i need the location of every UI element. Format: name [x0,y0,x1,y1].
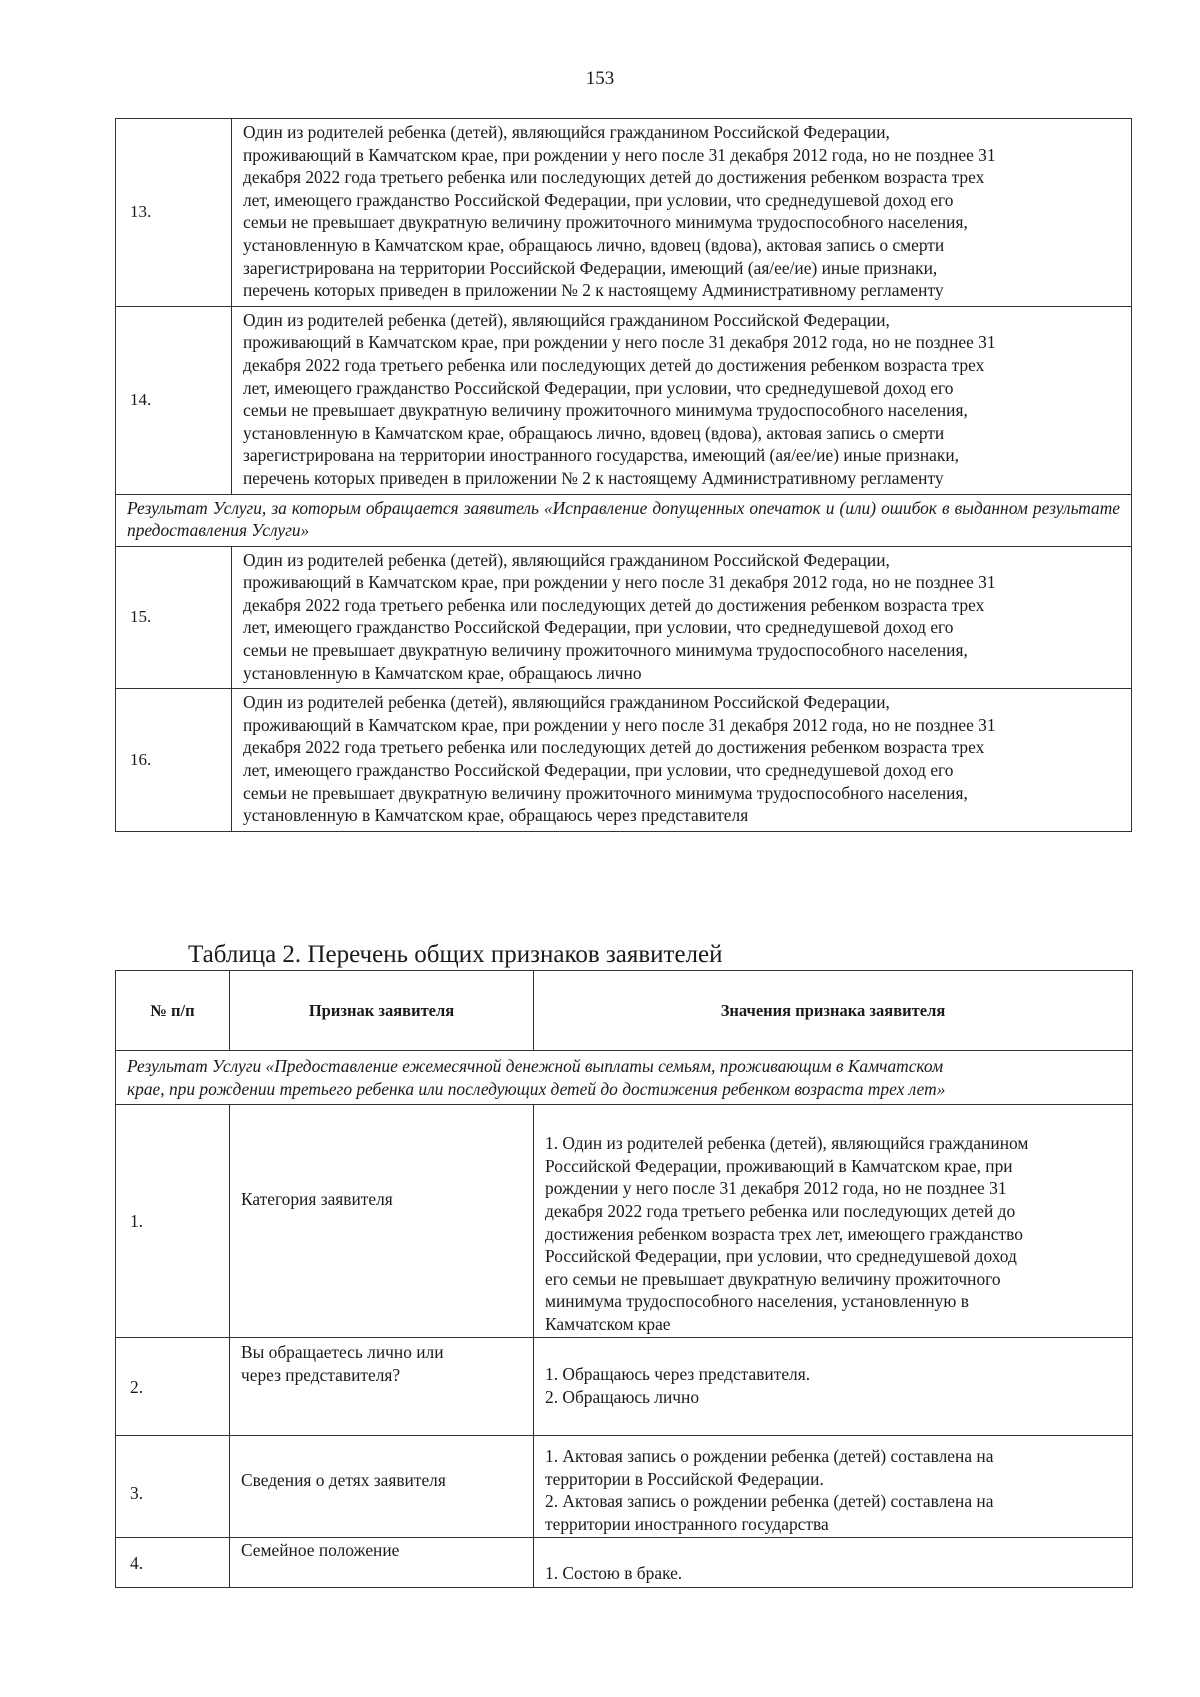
text-line: Российской Федерации, проживающий в Камчатском крае, при [545,1155,1013,1176]
text-line: Один из родителей ребенка (детей), являющийся гражданином Российской Федерации, [243,692,890,713]
text-line: декабря 2022 года третьего ребенка или последующих детей до достижения ребенком возраста трех [243,737,985,758]
row-description [232,119,1132,307]
text-line: лет, имеющего гражданство Российской Федерации, при условии, что среднедушевой доход его [243,760,954,781]
text-line: Один из родителей ребенка (детей), являющийся гражданином Российской Федерации, [243,549,890,570]
text-line: семьи не превышает двукратную величину прожиточного минимума трудоспособного населения, [243,400,968,421]
text-line: Российской Федерации, при условии, что среднедушевой доход [545,1246,1017,1267]
values-cell [534,1436,1133,1538]
text-line: Вы обращаетесь лично или [241,1342,444,1363]
text-line: установленную в Камчатском крае, обращаюсь через представителя [243,805,749,826]
row-description [232,546,1132,689]
text-line: установленную в Камчатском крае, обращаюсь лично, вдовец (вдова), актовая запись о смерти [243,234,945,255]
text-line: 2. Обращаюсь лично [545,1386,700,1407]
values-cell [534,1105,1133,1338]
text-line: декабря 2022 года третьего ребенка или последующих детей до [545,1200,1016,1221]
row-number: 13. [116,119,232,307]
text-line: Результат Услуги «Предоставление ежемесячной денежной выплаты семьям, проживающим в Камчатском [127,1056,944,1076]
text-line: декабря 2022 года третьего ребенка или последующих детей до достижения ребенком возраста трех [243,594,985,615]
table-row [116,1338,1133,1436]
page-number: 153 [585,68,615,89]
row-number: 3. [116,1436,230,1538]
text-line: Один из родителей ребенка (детей), являющийся гражданином Российской Федерации, [243,122,890,142]
text-line: семьи не превышает двукратную величину прожиточного минимума трудоспособного населения, [243,782,968,803]
text-line: через представителя? [241,1364,401,1385]
text-line: проживающий в Камчатском крае, при рождении у него после 31 декабря 2012 года, но не позднее 31 [243,572,996,593]
text-line: перечень которых приведен в приложении № 2 к настоящему Административному регламенту [243,280,944,301]
row-description [232,306,1132,494]
attribute-cell [230,1105,534,1338]
section-row [116,1051,1133,1105]
text-line: лет, имеющего гражданство Российской Федерации, при условии, что среднедушевой доход его [243,189,954,210]
text-line: минимума трудоспособного населения, установленную в [545,1291,969,1312]
table-row [116,119,1132,307]
text-line: проживающий в Камчатском крае, при рождении у него после 31 декабря 2012 года, но не позднее 31 [243,144,996,165]
text-line: декабря 2022 года третьего ребенка или последующих детей до достижения ребенком возраста трех [243,167,985,188]
row-description [232,689,1132,832]
table-header-row [116,971,1133,1051]
section-heading [116,1051,1133,1105]
table-row [116,1436,1133,1538]
table-title: Таблица 2. Перечень общих признаков заявителей [188,941,723,968]
row-number: 14. [116,306,232,494]
text-line: Семейное положение [241,1540,400,1561]
text-line: его семьи не превышает двукратную величину прожиточного [545,1268,1001,1289]
row-number: 2. [116,1338,230,1436]
text-line: территории в Российской Федерации. [545,1468,824,1489]
text-line: семьи не превышает двукратную величину прожиточного минимума трудоспособного населения, [243,212,968,233]
text-line: установленную в Камчатском крае, обращаюсь лично, вдовец (вдова), актовая запись о смерти [243,422,945,443]
text-line: 1. Один из родителей ребенка (детей), являющийся гражданином [545,1133,1029,1154]
text-line: установленную в Камчатском крае, обращаюсь лично [243,662,642,683]
text-line: территории иностранного государства [545,1513,829,1534]
column-header-number: № п/п [116,971,230,1051]
attribute-cell [230,1436,534,1538]
values-cell [534,1538,1133,1588]
table-row [116,306,1132,494]
row-number: 15. [116,546,232,689]
column-header-values: Значения признака заявителя [534,971,1133,1051]
text-line: лет, имеющего гражданство Российской Федерации, при условии, что среднедушевой доход его [243,617,954,638]
common-attributes-table [115,970,1133,1588]
table-row [116,1105,1133,1338]
attribute-cell [230,1338,534,1436]
text-line: проживающий в Камчатском крае, при рождении у него после 31 декабря 2012 года, но не позднее 31 [243,714,996,735]
text-line: декабря 2022 года третьего ребенка или последующих детей до достижения ребенком возраста трех [243,354,985,375]
section-heading: Результат Услуги, за которым обращается заявитель «Исправление допущенных опечаток и (или) ошибок в выданном результате предоставления Услуги» [116,494,1132,546]
text-line: зарегистрирована на территории иностранного государства, имеющий (ая/ее/ие) иные признаки, [243,445,960,466]
row-number: 4. [116,1538,230,1588]
text-line: лет, имеющего гражданство Российской Федерации, при условии, что среднедушевой доход его [243,377,954,398]
row-number: 16. [116,689,232,832]
section-row [116,494,1132,546]
text-line: 1. Состою в браке. [545,1563,683,1584]
attribute-cell [230,1538,534,1588]
text-line: перечень которых приведен в приложении № 2 к настоящему Административному регламенту [243,467,944,488]
values-cell [534,1338,1133,1436]
text-line: Категория заявителя [241,1189,393,1210]
text-line: зарегистрирована на территории Российской Федерации, имеющий (ая/ее/ие) иные признаки, [243,257,938,278]
text-line: Камчатском крае [545,1313,671,1334]
text-line: Сведения о детях заявителя [241,1470,446,1491]
text-line: крае, при рождении третьего ребенка или последующих детей до достижения ребенком возраста трех лет» [127,1078,946,1099]
text-line: 1. Актовая запись о рождении ребенка (детей) составлена на [545,1446,994,1467]
text-line: 2. Актовая запись о рождении ребенка (детей) составлена на [545,1491,994,1512]
row-number: 1. [116,1105,230,1338]
column-header-attribute: Признак заявителя [230,971,534,1051]
table-row [116,1538,1133,1588]
text-line: достижения ребенком возраста трех лет, имеющего гражданство [545,1223,1023,1244]
text-line: Один из родителей ребенка (детей), являющийся гражданином Российской Федерации, [243,309,890,330]
table-row [116,546,1132,689]
applicants-variants-table [115,118,1132,832]
text-line: рождении у него после 31 декабря 2012 года, но не позднее 31 [545,1178,1007,1199]
text-line: 1. Обращаюсь через представителя. [545,1364,811,1385]
text-line: проживающий в Камчатском крае, при рождении у него после 31 декабря 2012 года, но не позднее 31 [243,332,996,353]
table-row [116,689,1132,832]
text-line: семьи не превышает двукратную величину прожиточного минимума трудоспособного населения, [243,640,968,661]
